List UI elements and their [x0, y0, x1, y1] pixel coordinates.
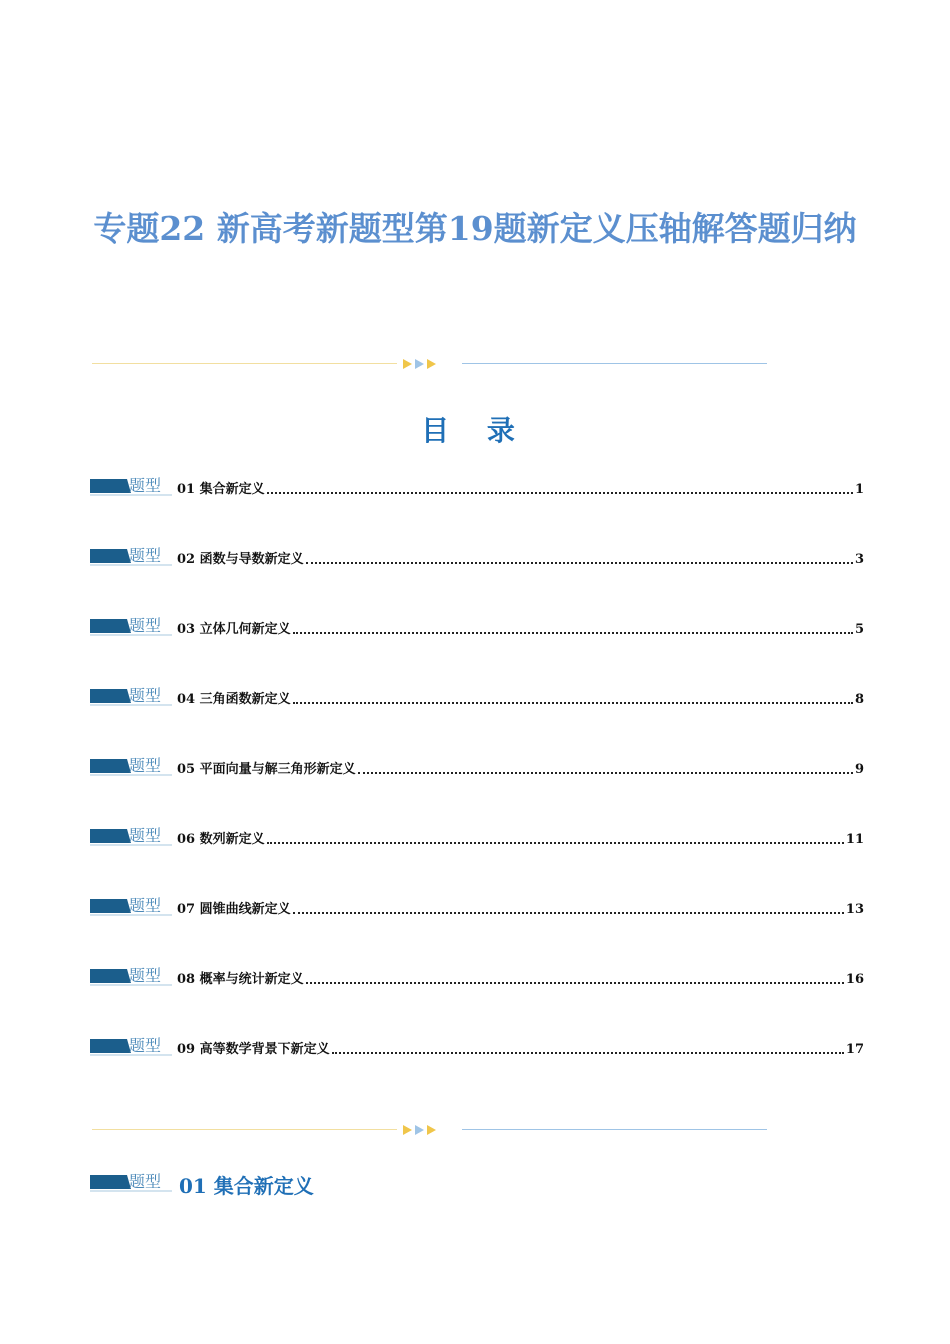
toc-item[interactable]	[90, 474, 864, 500]
section-heading	[90, 1168, 490, 1198]
toc-entry-link[interactable]	[177, 758, 864, 777]
question-type-badge-icon	[90, 614, 172, 638]
toc-entry-link[interactable]	[177, 548, 864, 567]
question-type-badge-icon	[90, 684, 172, 708]
toc-heading: 目 录	[421, 414, 529, 447]
toc-item[interactable]	[90, 614, 864, 640]
dot-leader	[306, 562, 853, 564]
section-divider	[92, 356, 767, 372]
dot-leader	[293, 912, 844, 914]
toc-item[interactable]	[90, 964, 864, 990]
document-title: 专题22 新高考新题型第19题新定义压轴解答题归纳	[93, 209, 857, 249]
toc-item-page: 16	[845, 972, 864, 987]
svg-text:题型: 题型	[129, 1172, 162, 1191]
toc-item-label: 06 数列新定义	[177, 832, 265, 847]
toc-item-label: 03 立体几何新定义	[177, 622, 291, 637]
toc-item[interactable]	[90, 684, 864, 710]
question-type-badge-icon	[90, 894, 172, 918]
svg-text:题型: 题型	[129, 966, 162, 985]
toc-entry-link[interactable]	[177, 898, 864, 917]
toc-item-label: 04 三角函数新定义	[177, 692, 291, 707]
dot-leader	[267, 492, 853, 494]
toc-item[interactable]	[90, 824, 864, 850]
svg-text:题型: 题型	[129, 476, 162, 495]
toc-item-page: 8	[854, 692, 864, 707]
question-type-badge-icon	[90, 964, 172, 988]
section-divider	[92, 1122, 767, 1138]
toc-entry-link[interactable]	[177, 688, 864, 707]
dot-leader	[293, 632, 853, 634]
toc-item-page: 5	[854, 622, 864, 637]
toc-entry-link[interactable]	[177, 1038, 864, 1057]
dot-leader	[267, 842, 844, 844]
question-type-badge-icon	[90, 474, 172, 498]
toc-item-label: 05 平面向量与解三角形新定义	[177, 762, 356, 777]
dot-leader	[306, 982, 844, 984]
question-type-badge-icon	[90, 754, 172, 778]
question-type-badge-icon	[90, 824, 172, 848]
section-title: 01 集合新定义	[179, 1174, 314, 1198]
toc-item[interactable]	[90, 544, 864, 570]
svg-text:题型: 题型	[129, 756, 162, 775]
toc-item-page: 17	[845, 1042, 864, 1057]
question-type-badge-icon	[90, 544, 172, 568]
toc-entry-link[interactable]	[177, 968, 864, 987]
dot-leader	[332, 1052, 844, 1054]
toc-item[interactable]	[90, 894, 864, 920]
dot-leader	[293, 702, 853, 704]
toc-item-label: 02 函数与导数新定义	[177, 552, 304, 567]
toc-entry-link[interactable]	[177, 478, 864, 497]
toc-item-label: 08 概率与统计新定义	[177, 972, 304, 987]
svg-text:题型: 题型	[129, 686, 162, 705]
toc-entry-link[interactable]	[177, 618, 864, 637]
toc-item-label: 01 集合新定义	[177, 482, 265, 497]
toc-item-page: 13	[845, 902, 864, 917]
dot-leader	[358, 772, 853, 774]
question-type-badge-icon	[90, 1034, 172, 1058]
toc-entry-link[interactable]	[177, 828, 864, 847]
toc-item-label: 07 圆锥曲线新定义	[177, 902, 291, 917]
toc-item-label: 09 高等数学背景下新定义	[177, 1042, 330, 1057]
toc-item-page: 9	[854, 762, 864, 777]
arrow-divider-icon	[403, 1122, 453, 1138]
toc-item-page: 11	[845, 832, 864, 847]
svg-text:题型: 题型	[129, 1036, 162, 1055]
toc-item[interactable]	[90, 1034, 864, 1060]
svg-text:题型: 题型	[129, 616, 162, 635]
arrow-divider-icon	[403, 356, 453, 372]
svg-text:题型: 题型	[129, 546, 162, 565]
svg-text:题型: 题型	[129, 826, 162, 845]
question-type-badge-icon	[90, 1170, 172, 1194]
toc-item-page: 3	[854, 552, 864, 567]
svg-text:题型: 题型	[129, 896, 162, 915]
toc-item-page: 1	[854, 482, 864, 497]
toc-item[interactable]	[90, 754, 864, 780]
